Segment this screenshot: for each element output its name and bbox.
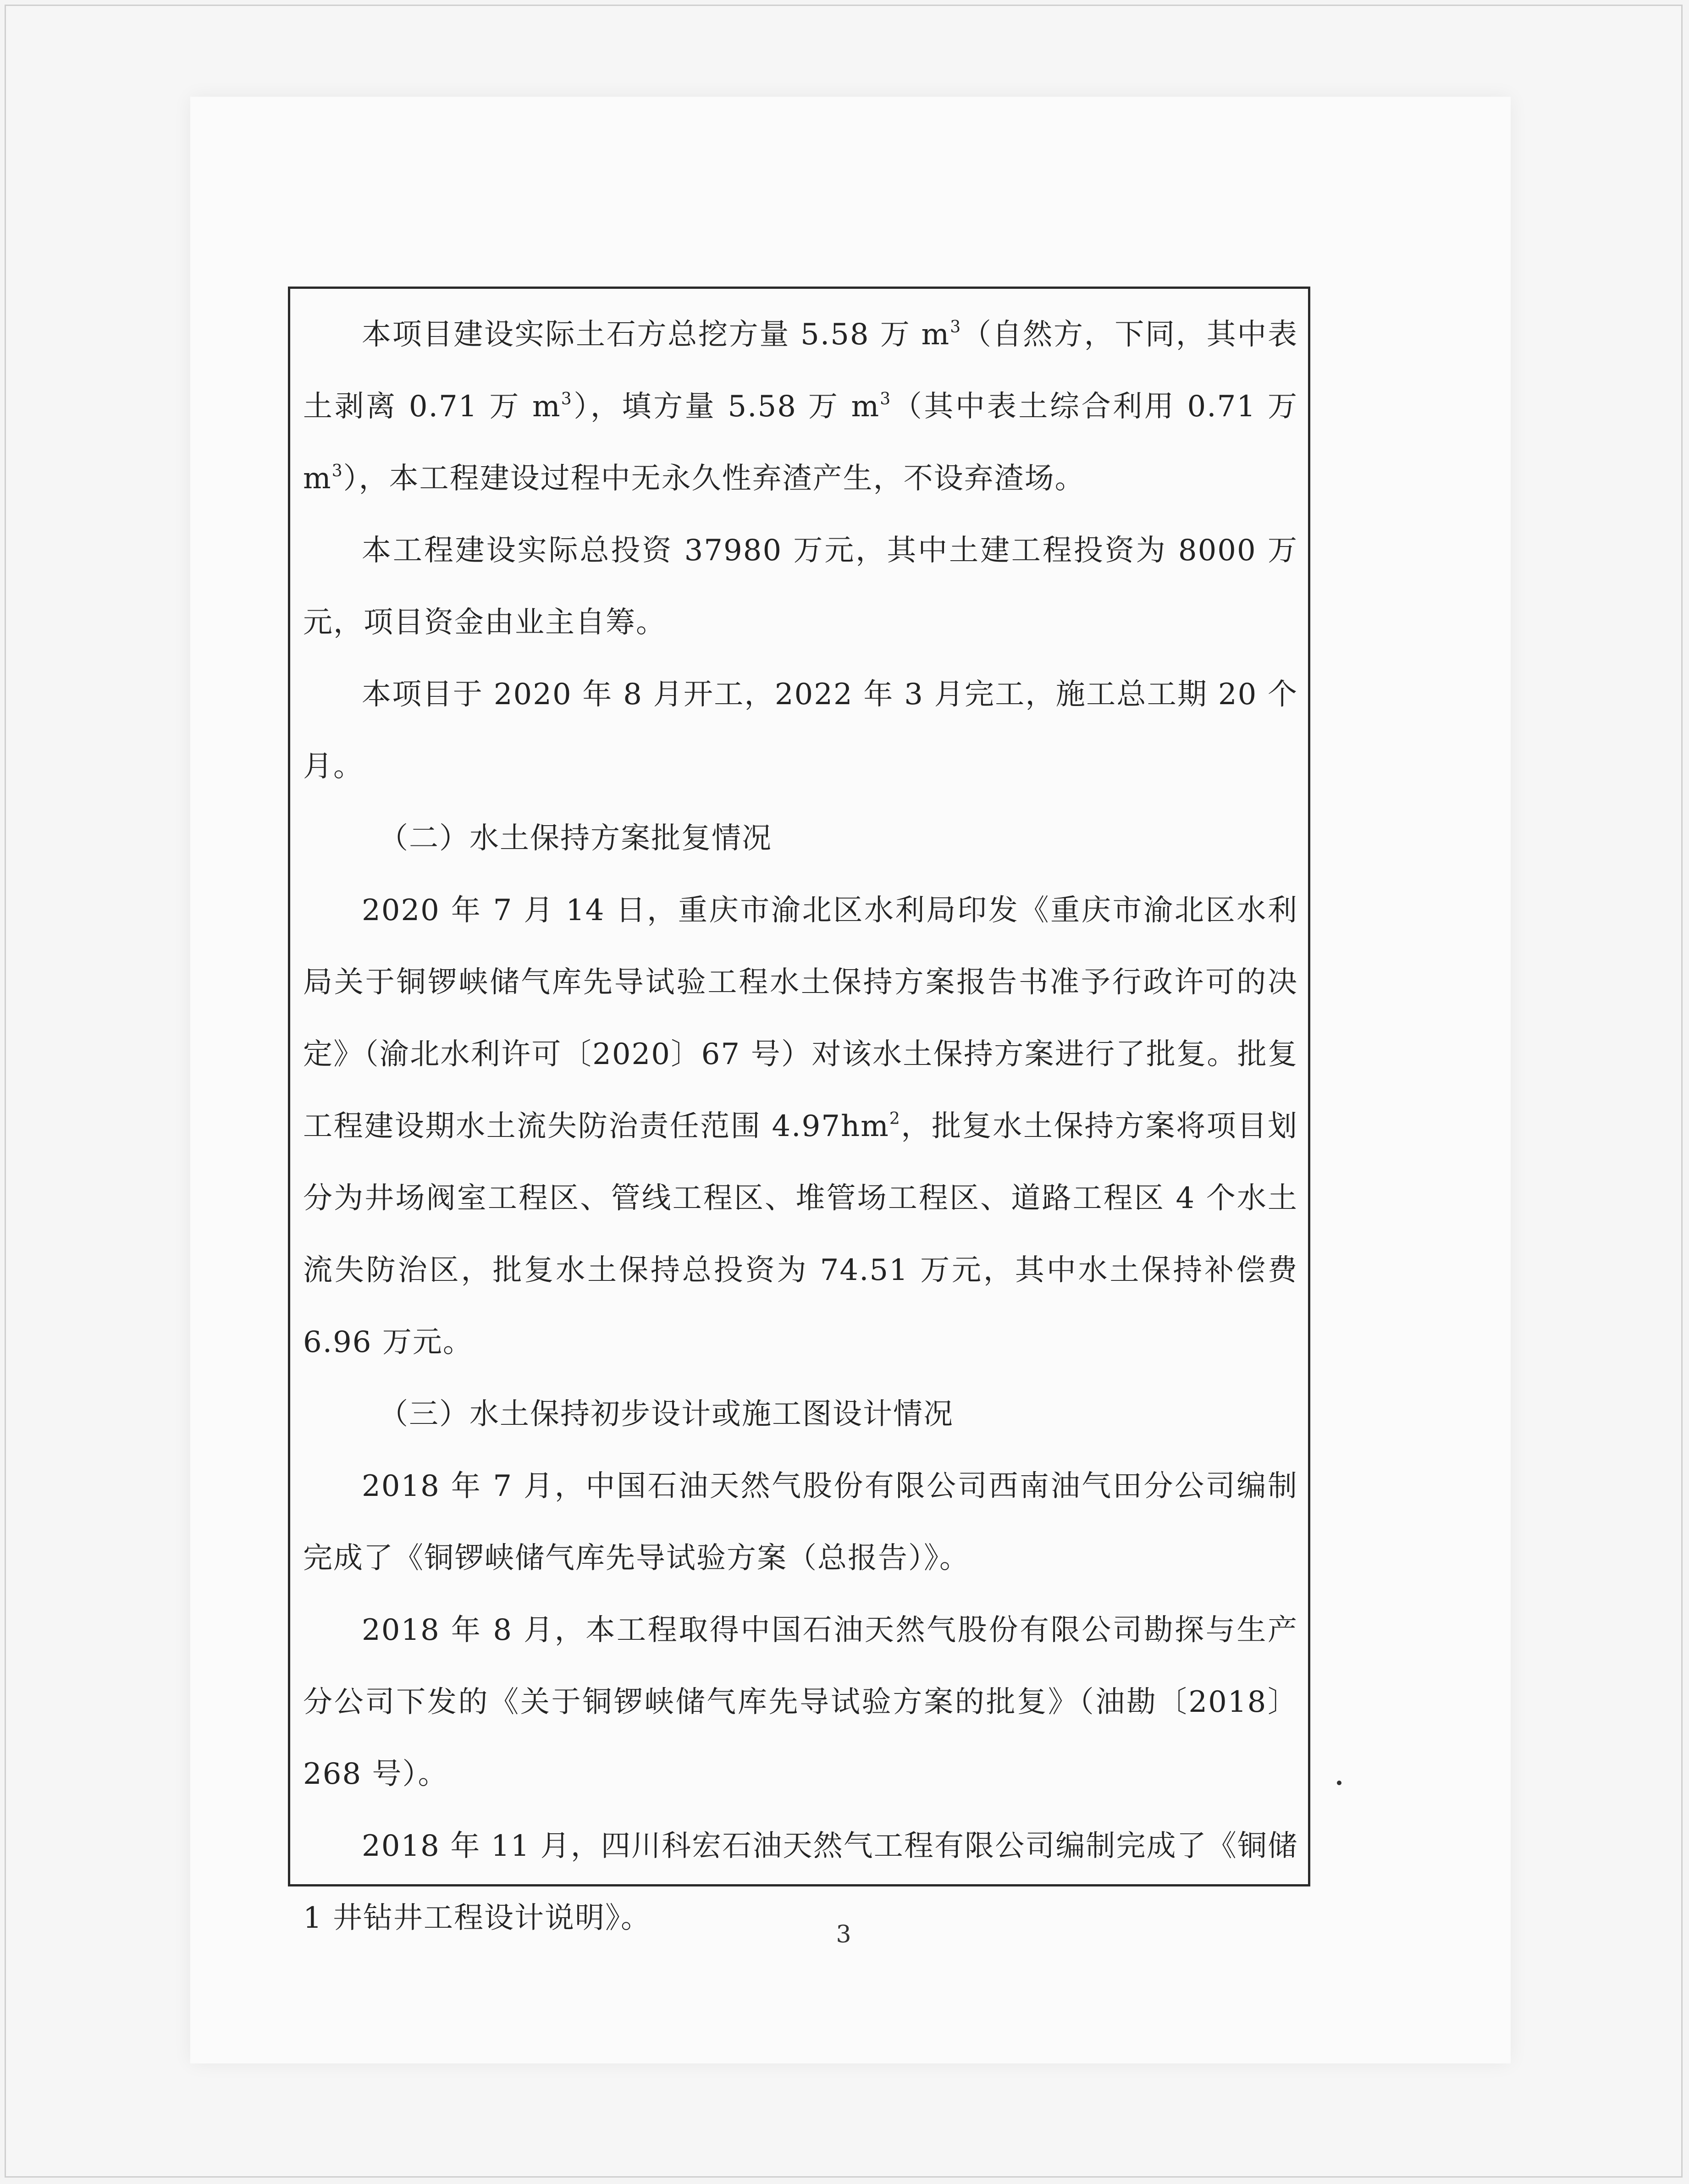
text-run: ），填方量 5.58 万 m: [572, 390, 880, 424]
section-heading: [303, 1379, 1298, 1450]
text-run: （其中表土综合利用 0.71 万 m: [303, 390, 1298, 496]
text-run: 2018 年 11 月，四川科宏石油天然气工程有限公司编制完成了《铜储 1 井钻井工程设计说明》。: [303, 1829, 1298, 1935]
text-run: 2018 年 7 月，中国石油天然气股份有限公司西南油气田分公司编制完成了《铜锣峡储气库先导试验方案（总报告）》。: [303, 1469, 1298, 1575]
bordered-text-box: [288, 287, 1310, 1935]
superscript: 3: [331, 462, 343, 480]
page-number: 3: [836, 1921, 851, 1948]
text-run: ），本工程建设过程中无永久性弃渣产生，不设弃渣场。: [343, 462, 1085, 496]
body-paragraph: [303, 1450, 1298, 1594]
text-run: （三）水土保持初步设计或施工图设计情况: [379, 1397, 954, 1431]
superscript: 3: [950, 318, 962, 336]
text-run: 本项目建设实际土石方总挖方量 5.58 万 m: [362, 318, 950, 352]
text-run: 2020 年 7 月 14 日，重庆市渝北区水利局印发《重庆市渝北区水利局关于铜锣峡储气库先导试验工程水土保持方案报告书准予行政许可的决定》（渝北水利许可〔2020〕67 号）对该水土保持方案进行了批复。批复工程建设期水土流失防治责任范围 4.97hm: [303, 893, 1298, 1143]
text-run: 本项目于 2020 年 8 月开工，2022 年 3 月完工，施工总工期 20 个月。: [303, 678, 1298, 783]
text-run: 2018 年 8 月，本工程取得中国石油天然气股份有限公司勘探与生产分公司下发的《关于铜锣峡储气库先导试验方案的批复》（油勘〔2018〕268 号）。: [303, 1613, 1298, 1791]
superscript: 3: [561, 390, 573, 408]
superscript: 2: [889, 1109, 901, 1128]
text-run: ，批复水土保持方案将项目划分为井场阀室工程区、管线工程区、堆管场工程区、道路工程区 4 个水土流失防治区，批复水土保持总投资为 74.51 万元，其中水土保持补偿费 6.96 万元。: [303, 1109, 1298, 1359]
section-heading: [303, 803, 1298, 875]
body-paragraph: [303, 1810, 1298, 1954]
margin-dot: [1337, 1781, 1341, 1785]
body-paragraph: [303, 875, 1298, 1379]
text-run: 本工程建设实际总投资 37980 万元，其中土建工程投资为 8000 万元，项目资金由业主自筹。: [303, 534, 1298, 640]
body-paragraph: [303, 515, 1298, 659]
text-run: （自然方，下同，其中表土剥离 0.71 万 m: [303, 318, 1298, 424]
body-paragraph: [303, 299, 1298, 515]
text-run: （二）水土保持方案批复情况: [379, 822, 772, 855]
body-paragraph: [303, 1594, 1298, 1810]
superscript: 3: [880, 390, 892, 408]
body-paragraph: [303, 659, 1298, 803]
